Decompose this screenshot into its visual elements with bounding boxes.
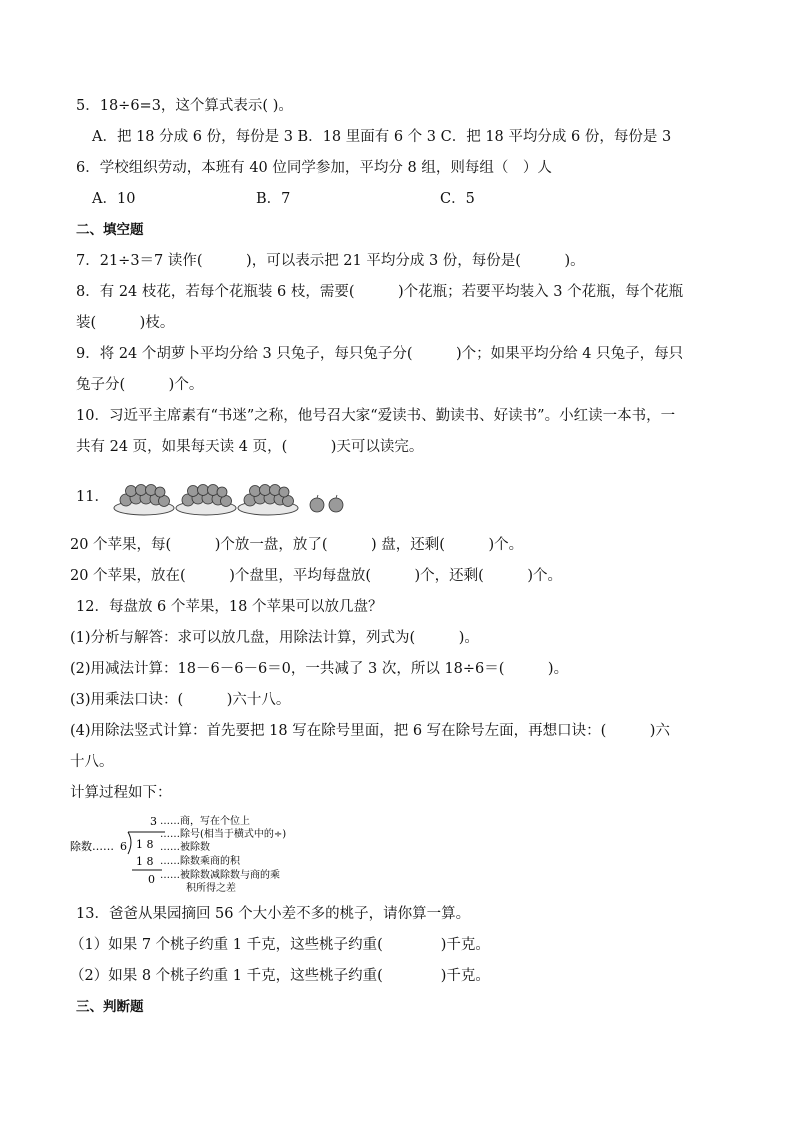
q11-number: 11． [76, 489, 109, 505]
plate-1 [114, 485, 174, 516]
q8-line1: 8．有 24 枝花，若每个花瓶装 6 枝，需要( )个花瓶；若要平均装入 3 个花瓶，每个花瓶 [76, 284, 684, 300]
q9-line1: 9．将 24 个胡萝卜平均分给 3 只兔子，每只兔子分( )个；如果平均分给 4 只兔子，每只 [76, 346, 684, 362]
q12-part1: (1)分析与解答：求可以放几盘，用除法计算，列式为( )。 [70, 630, 479, 646]
note-product: ……除数乘商的积 [160, 856, 240, 867]
q6-option-c: C．5 [440, 191, 475, 207]
q6-option-a: A．10 [92, 191, 136, 207]
division-bracket [128, 832, 131, 854]
divisor-label: 除数…… [70, 840, 114, 853]
q12-calc-label: 计算过程如下： [70, 785, 172, 801]
long-division-figure [70, 812, 330, 897]
q5-stem: 5．18÷6=3，这个算式表示( )。 [76, 98, 293, 114]
remainder: 0 [148, 873, 155, 886]
q12-part4-line2: 十八。 [70, 754, 114, 770]
product: 1 8 [136, 855, 154, 868]
q13-part2: （2）如果 8 个桃子约重 1 千克，这些桃子约重( )千克。 [70, 968, 490, 984]
q6-option-b: B．7 [256, 191, 291, 207]
divisor: 6 [120, 840, 127, 853]
q7: 7．21÷3＝7 读作( )，可以表示把 21 平均分成 3 份，每份是( )。 [76, 253, 585, 269]
section-fill-blank-heading: 二、填空题 [76, 222, 144, 238]
q9-line2: 兔子分( )个。 [76, 377, 204, 393]
note-remainder: ……被除数减除数与商的乘 [160, 870, 280, 881]
q13-stem: 13．爸爸从果园摘回 56 个大小差不多的桃子，请你算一算。 [76, 906, 471, 922]
q10-line1: 10．习近平主席素有“书迷”之称，他号召大家“爱读书、勤读书、好读书”。小红读一本书，一 [76, 408, 676, 424]
q13-part1: （1）如果 7 个桃子约重 1 千克，这些桃子约重( )千克。 [70, 937, 490, 953]
apple-plates-icon [112, 480, 357, 518]
q12-part4-line1: (4)用除法竖式计算：首先要把 18 写在除号里面，把 6 写在除号左面，再想口诀：( )六 [70, 723, 670, 739]
plate-3 [238, 485, 298, 516]
q5-options: A．把 18 分成 6 份，每份是 3 B．18 里面有 6 个 3 C．把 18 平均分成 6 份，每份是 3 [92, 129, 672, 145]
quotient: 3 [150, 815, 157, 828]
q8-line2: 装( )枝。 [76, 315, 175, 331]
note-quotient: ……商，写在个位上 [160, 816, 250, 827]
q12-part3: (3)用乘法口诀：( )六十八。 [70, 692, 291, 708]
note-remainder-2: 积所得之差 [186, 883, 236, 894]
note-sign: ……除号(相当于横式中的÷) [160, 829, 287, 840]
q12-part2: (2)用减法计算：18－6－6－6＝0，一共减了 3 次，所以 18÷6＝( )。 [70, 661, 569, 677]
q6-stem: 6．学校组织劳动，本班有 40 位同学参加，平均分 8 组，则每组（ ）人 [76, 160, 552, 176]
loose-apples [310, 495, 343, 512]
plate-2 [176, 485, 236, 516]
note-dividend: ……被除数 [160, 842, 210, 853]
q12-stem: 12．每盘放 6 个苹果，18 个苹果可以放几盘？ [76, 599, 383, 615]
dividend: 1 8 [136, 838, 154, 851]
q11-line1: 20 个苹果，每( )个放一盘，放了( ) 盘，还剩( )个。 [70, 537, 524, 553]
q11-line2: 20 个苹果，放在( )个盘里，平均每盘放( )个，还剩( )个。 [70, 568, 562, 584]
q10-line2: 共有 24 页，如果每天读 4 页，( )天可以读完。 [76, 439, 424, 455]
section-judgment-heading: 三、判断题 [76, 999, 144, 1015]
